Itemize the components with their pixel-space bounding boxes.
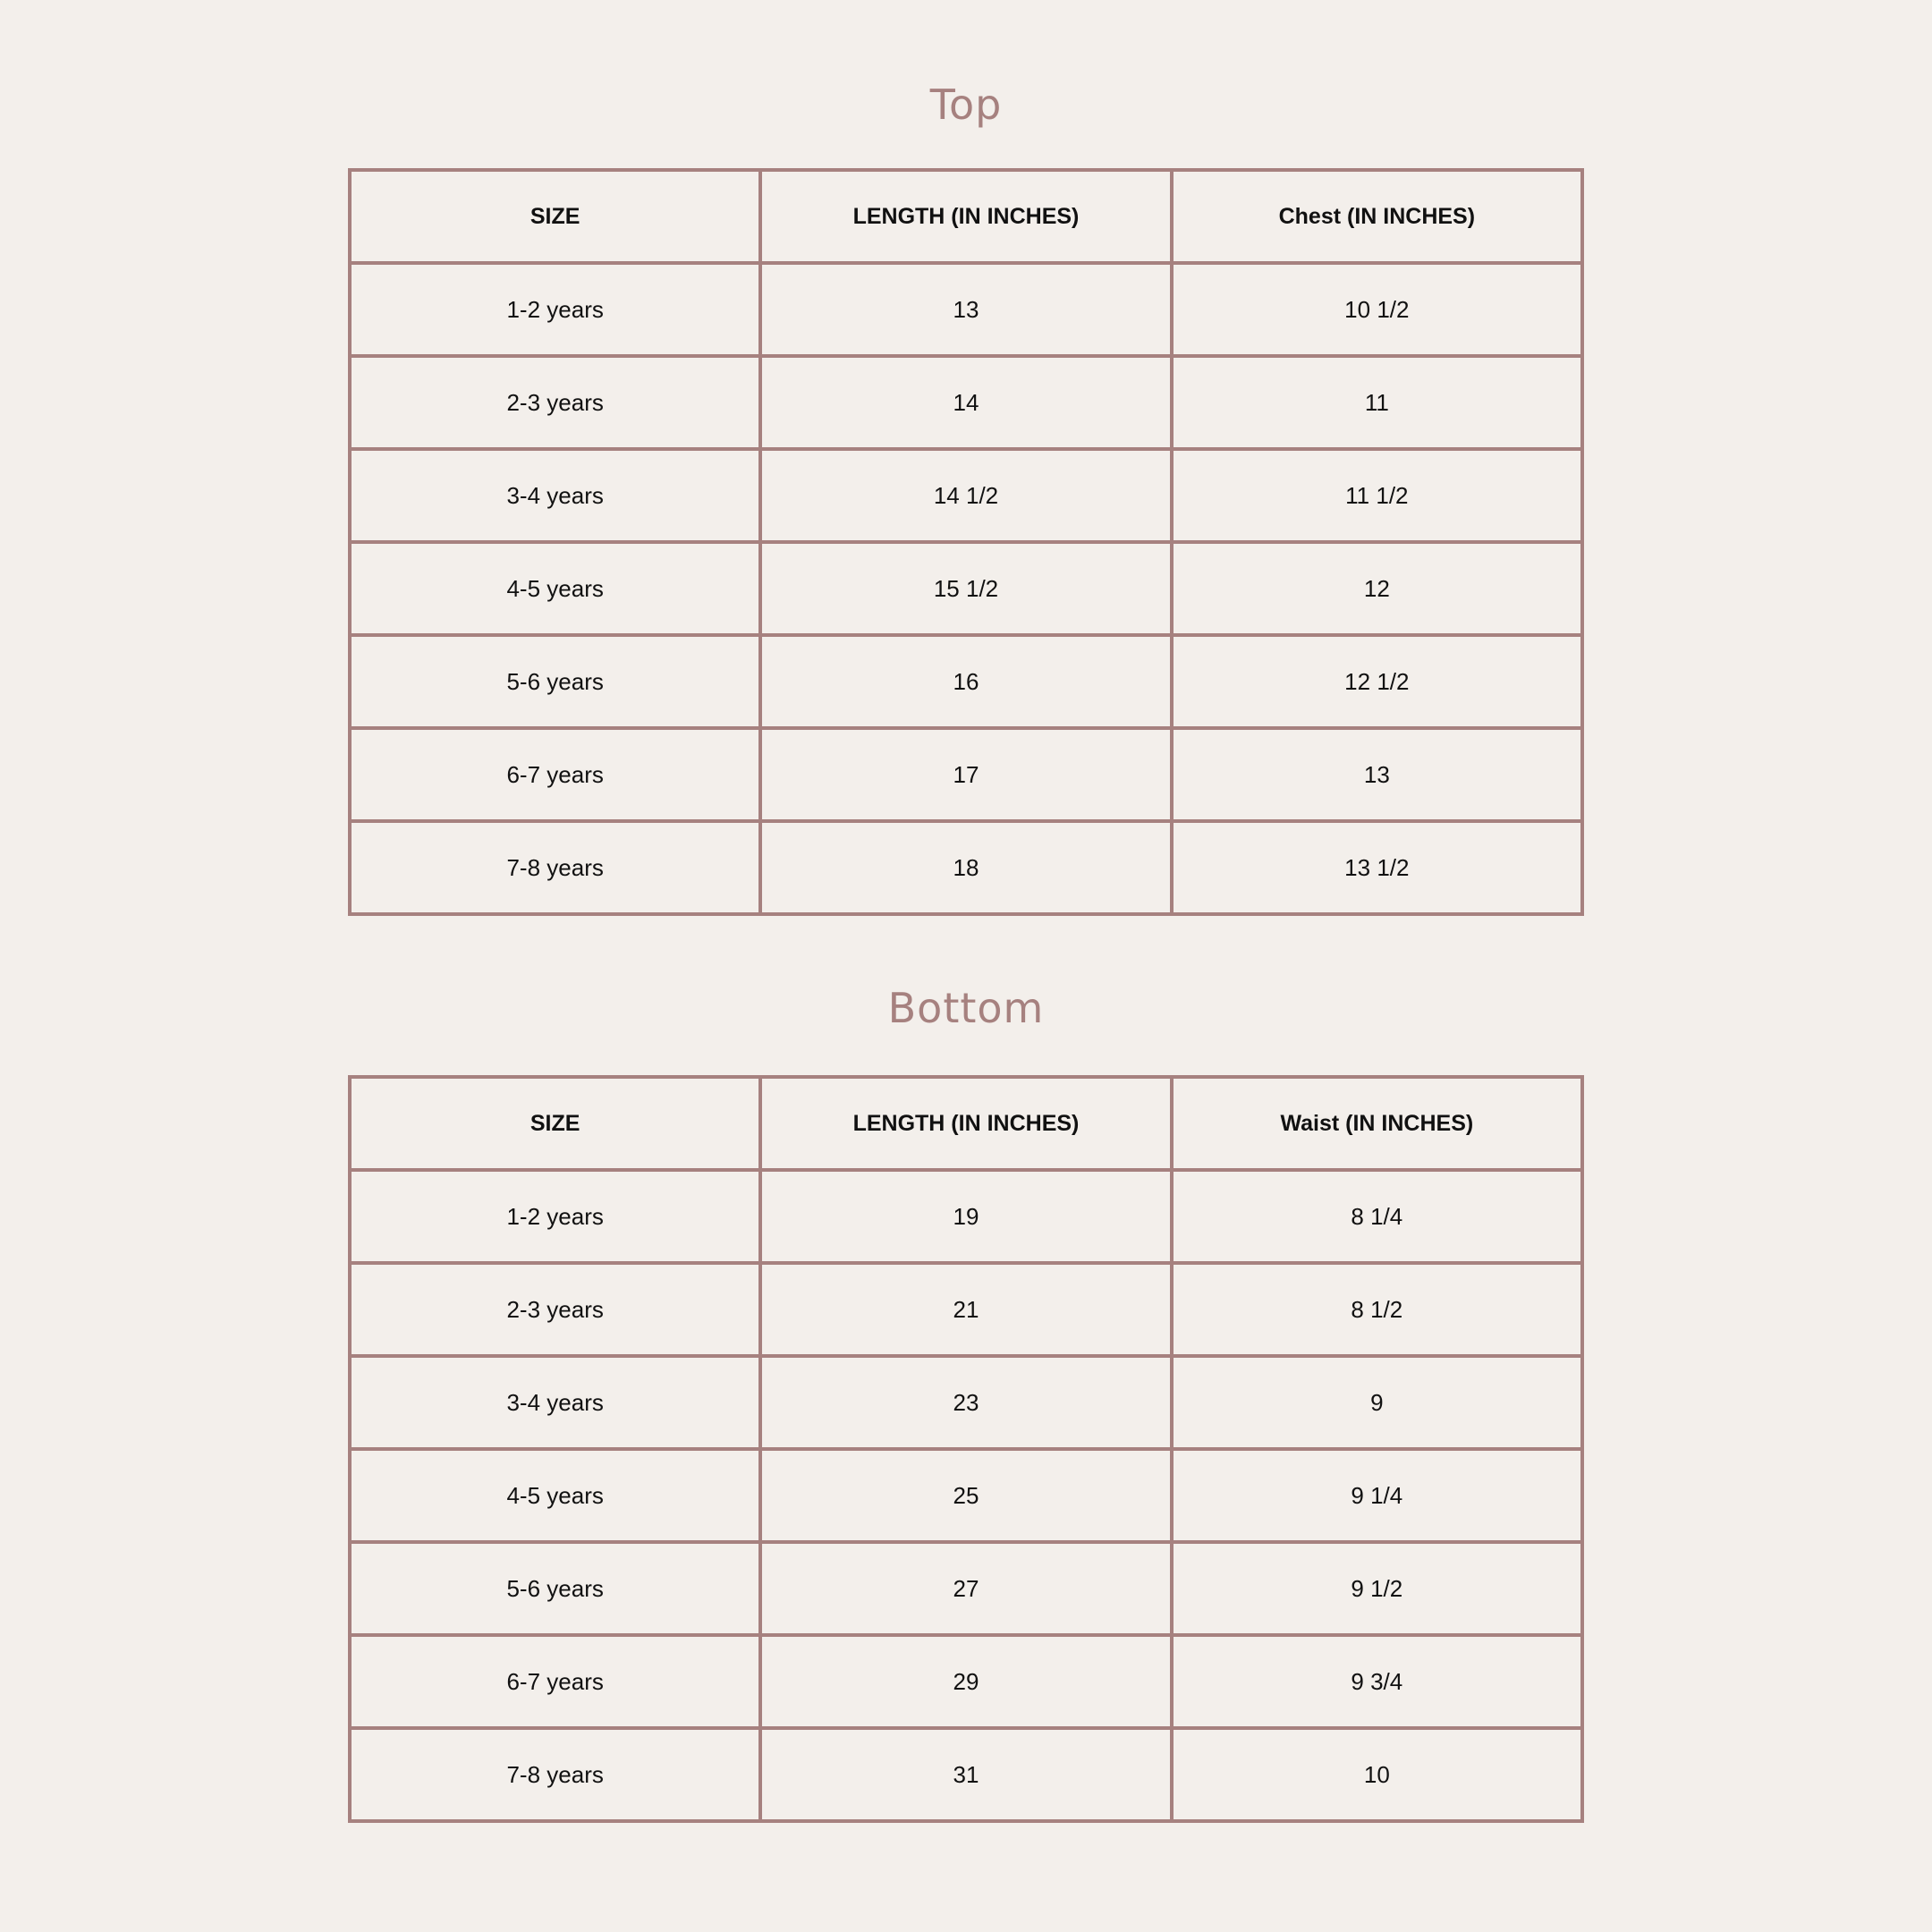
cell-length: 14 (760, 356, 1171, 449)
top-section-title: Top (929, 80, 1003, 129)
cell-length: 23 (760, 1356, 1171, 1449)
cell-waist: 9 3/4 (1172, 1635, 1582, 1728)
table-row (350, 356, 1582, 449)
cell-length: 14 1/2 (760, 449, 1171, 542)
cell-size: 3-4 years (350, 449, 760, 542)
table-row (350, 542, 1582, 635)
cell-length: 13 (760, 263, 1171, 356)
cell-waist: 9 (1172, 1356, 1582, 1449)
table-row (350, 635, 1582, 728)
cell-size: 5-6 years (350, 1542, 760, 1635)
cell-length: 25 (760, 1449, 1171, 1542)
cell-size: 6-7 years (350, 1635, 760, 1728)
cell-length: 27 (760, 1542, 1171, 1635)
header-size: SIZE (350, 170, 760, 263)
cell-size: 1-2 years (350, 1170, 760, 1263)
cell-length: 31 (760, 1728, 1171, 1821)
cell-length: 15 1/2 (760, 542, 1171, 635)
header-waist: Waist (IN INCHES) (1172, 1077, 1582, 1170)
cell-waist: 8 1/2 (1172, 1263, 1582, 1356)
table-row (350, 1449, 1582, 1542)
cell-waist: 9 1/2 (1172, 1542, 1582, 1635)
cell-waist: 10 (1172, 1728, 1582, 1821)
table-row (350, 263, 1582, 356)
cell-length: 19 (760, 1170, 1171, 1263)
cell-chest: 10 1/2 (1172, 263, 1582, 356)
cell-size: 7-8 years (350, 1728, 760, 1821)
cell-chest: 11 1/2 (1172, 449, 1582, 542)
table-header-row (350, 1077, 1582, 1170)
cell-size: 7-8 years (350, 821, 760, 914)
cell-size: 2-3 years (350, 1263, 760, 1356)
cell-waist: 8 1/4 (1172, 1170, 1582, 1263)
header-length: LENGTH (IN INCHES) (760, 170, 1171, 263)
cell-size: 4-5 years (350, 1449, 760, 1542)
cell-chest: 12 (1172, 542, 1582, 635)
table-row (350, 1170, 1582, 1263)
header-length: LENGTH (IN INCHES) (760, 1077, 1171, 1170)
cell-size: 4-5 years (350, 542, 760, 635)
cell-size: 5-6 years (350, 635, 760, 728)
cell-waist: 9 1/4 (1172, 1449, 1582, 1542)
cell-size: 3-4 years (350, 1356, 760, 1449)
table-row (350, 1542, 1582, 1635)
table-row (350, 821, 1582, 914)
cell-chest: 13 (1172, 728, 1582, 821)
table-row (350, 1356, 1582, 1449)
bottom-size-table (348, 1075, 1584, 1823)
header-size: SIZE (350, 1077, 760, 1170)
table-header-row (350, 170, 1582, 263)
table-row (350, 1263, 1582, 1356)
cell-length: 21 (760, 1263, 1171, 1356)
cell-chest: 12 1/2 (1172, 635, 1582, 728)
cell-chest: 13 1/2 (1172, 821, 1582, 914)
cell-length: 17 (760, 728, 1171, 821)
bottom-section-title: Bottom (887, 984, 1045, 1032)
table-row (350, 1635, 1582, 1728)
cell-length: 16 (760, 635, 1171, 728)
table-row (350, 449, 1582, 542)
cell-chest: 11 (1172, 356, 1582, 449)
cell-length: 18 (760, 821, 1171, 914)
cell-size: 1-2 years (350, 263, 760, 356)
header-chest: Chest (IN INCHES) (1172, 170, 1582, 263)
top-size-table (348, 168, 1584, 916)
cell-length: 29 (760, 1635, 1171, 1728)
cell-size: 6-7 years (350, 728, 760, 821)
table-row (350, 728, 1582, 821)
table-row (350, 1728, 1582, 1821)
cell-size: 2-3 years (350, 356, 760, 449)
